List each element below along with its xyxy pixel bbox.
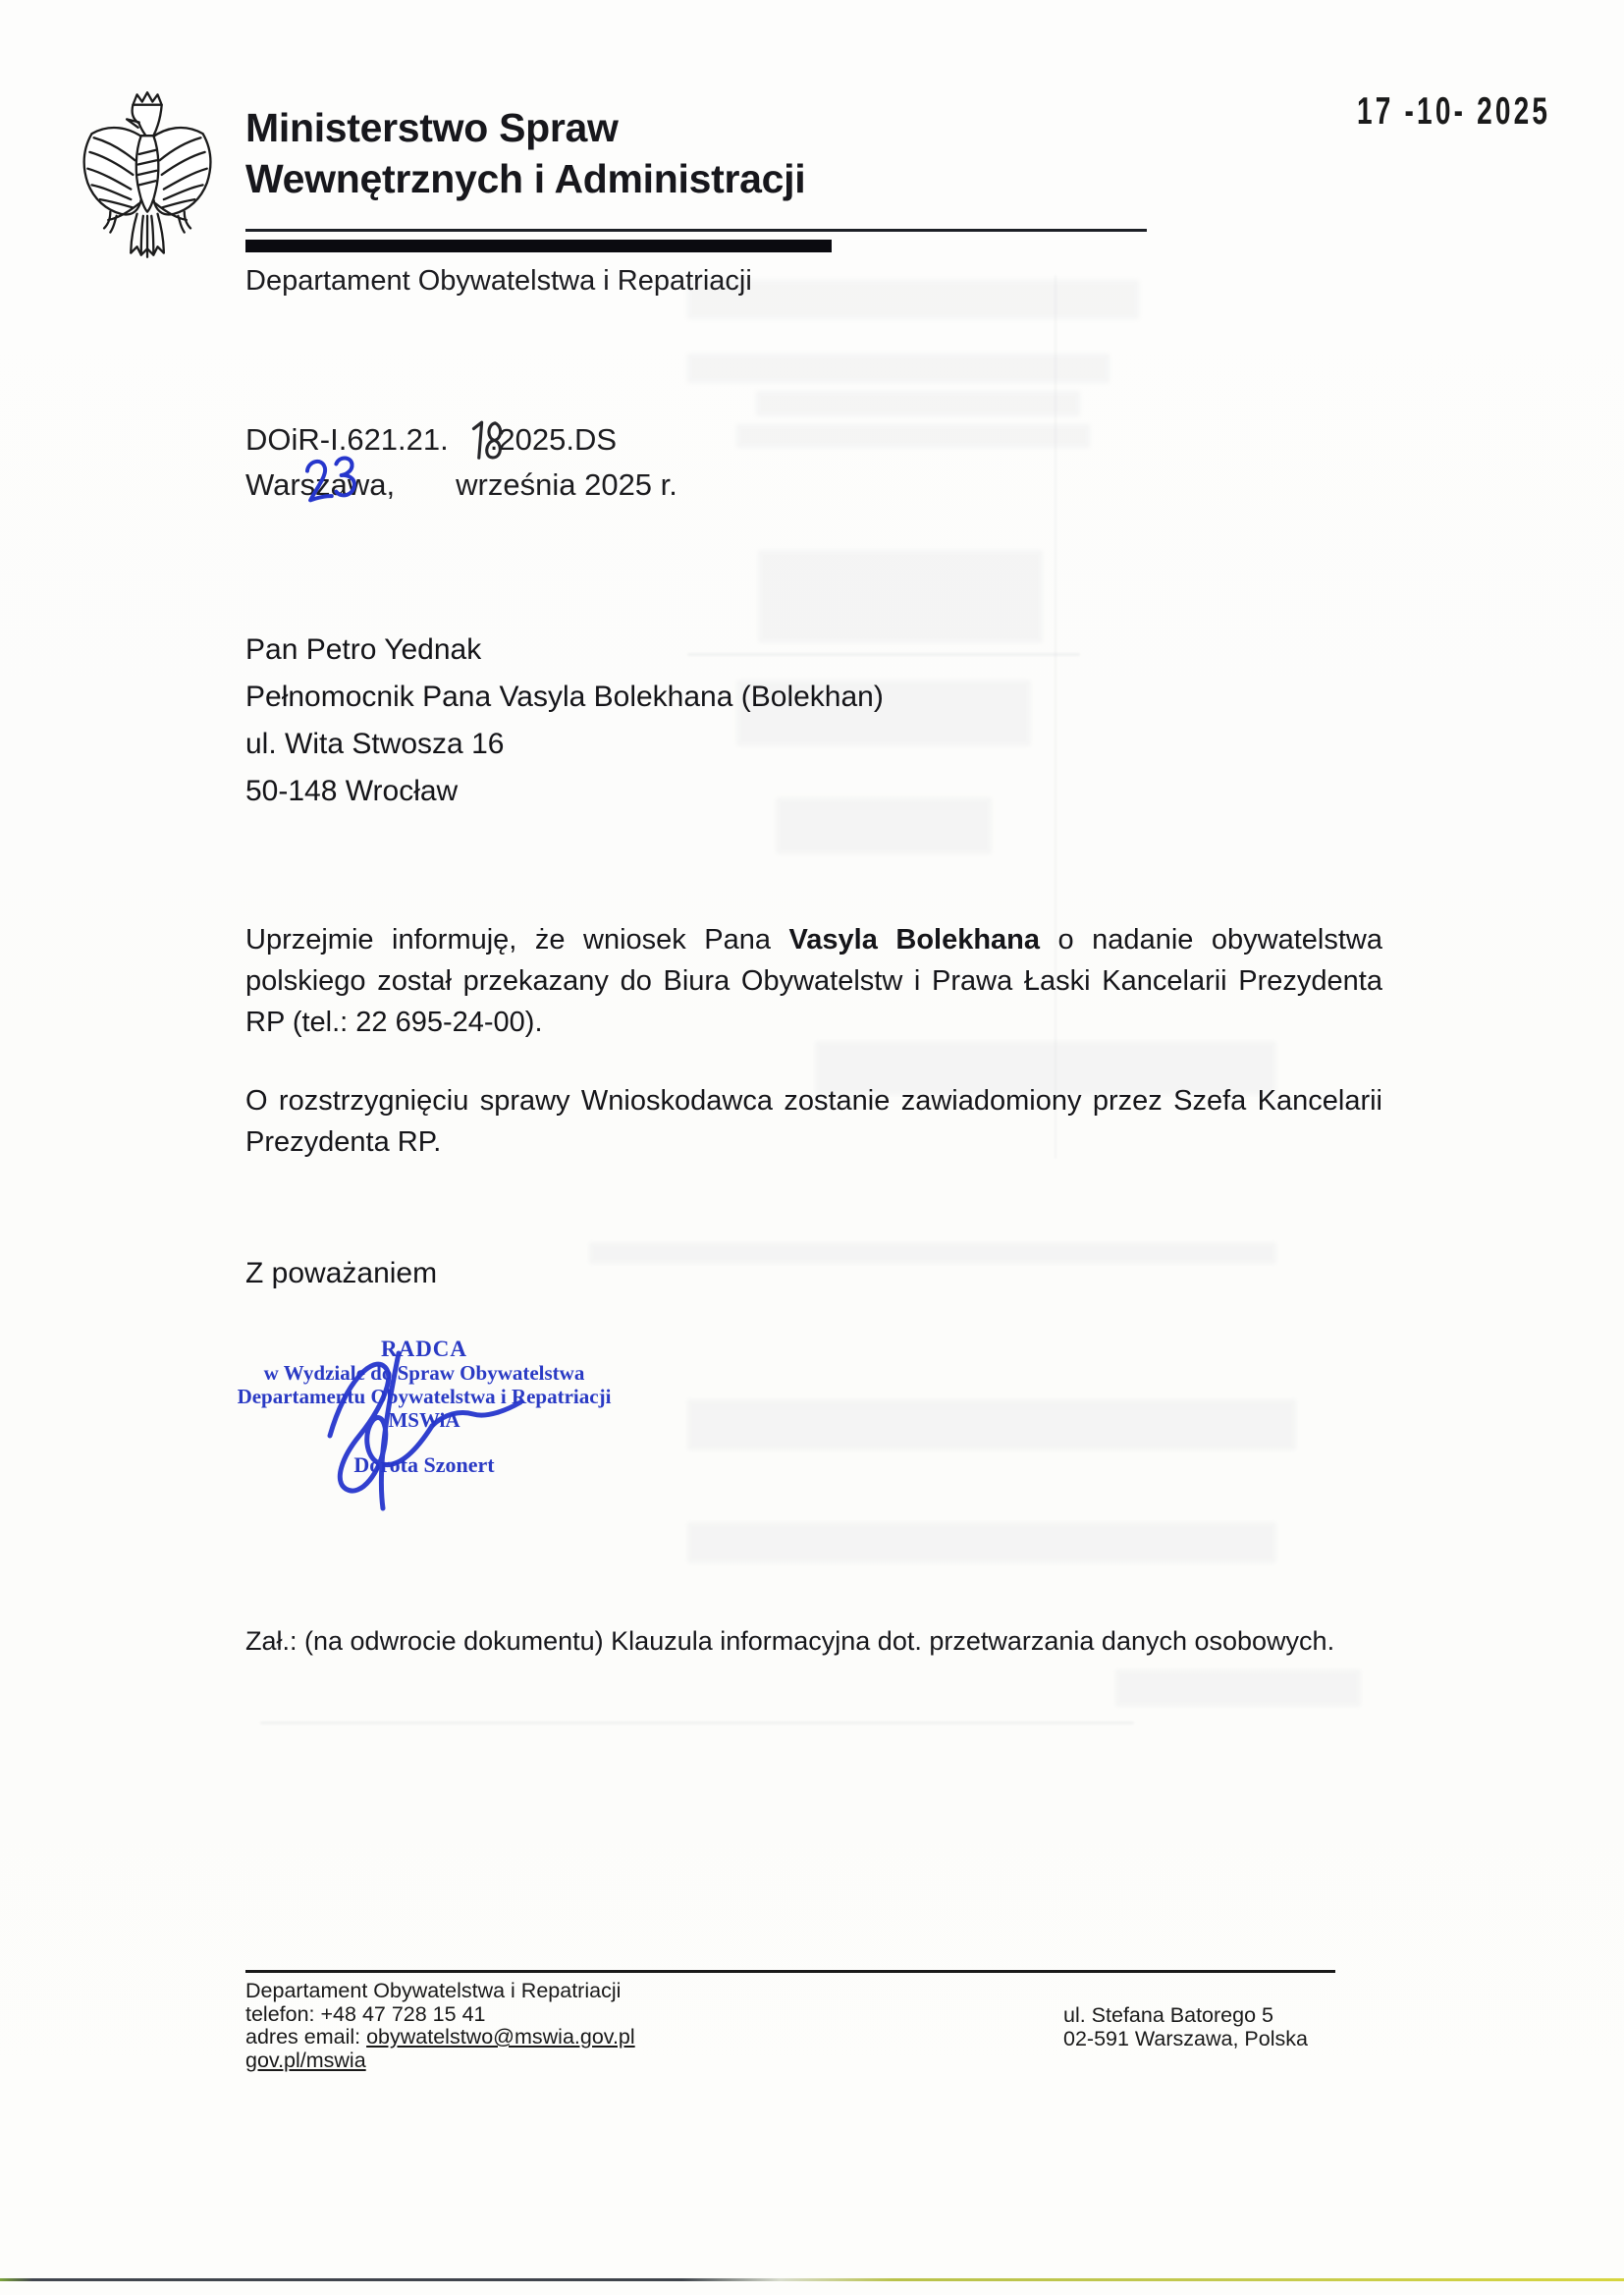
body-paragraph-1 xyxy=(245,919,1382,1043)
footer-website-link: gov.pl/mswia xyxy=(245,2048,366,2072)
applicant-name-bold: Vasyla Bolekhana xyxy=(788,924,1041,956)
stamp-department: Departamentu Obywatelstwa i Repatriacji MSWiA xyxy=(237,1385,612,1432)
paragraph-text: Uprzejmie informuję, że wniosek Pana xyxy=(245,924,789,956)
recipient-address-block xyxy=(245,627,884,815)
enclosure-note: Zał.: (na odwrocie dokumentu) Klauzula informacyjna dot. przetwarzania danych osobowych. xyxy=(245,1626,1335,1656)
footer-address-block xyxy=(1063,2003,1308,2050)
reference-suffix: .2025.DS xyxy=(489,422,618,457)
footer-rule xyxy=(245,1970,1335,1973)
recipient-street: ul. Wita Stwosza 16 xyxy=(245,728,505,760)
handwritten-day-number xyxy=(299,449,364,510)
footer-street: ul. Stefana Batorego 5 xyxy=(1063,2003,1273,2027)
ministry-name-line2: Wewnętrznych i Administracji xyxy=(245,156,806,201)
bleed-through-artifact xyxy=(687,1522,1276,1563)
footer-email-line xyxy=(245,2026,635,2049)
handwritten-reference-number xyxy=(464,415,511,466)
header-rule-thick xyxy=(245,240,832,252)
footer-phone: telefon: +48 47 728 15 41 xyxy=(245,2001,486,2026)
bleed-through-artifact xyxy=(736,424,1090,448)
footer-city: 02-591 Warszawa, Polska xyxy=(1063,2027,1308,2050)
footer-contact-block xyxy=(245,1980,635,2072)
scan-edge-artifact xyxy=(0,2278,1624,2281)
paragraph-text: o nadanie obywatelstwa polskiego został przekazany do Biura Obywatelstw i Prawa Łaski Kancelarii Prezydenta RP (tel.: 22 695-24-00). xyxy=(245,924,1382,1038)
bleed-through-artifact xyxy=(589,1242,1276,1264)
bleed-through-artifact xyxy=(756,391,1080,416)
footer-email-label: adres email: xyxy=(245,2025,367,2049)
recipient-city: 50-148 Wrocław xyxy=(245,775,459,807)
department-name: Departament Obywatelstwa i Repatriacji xyxy=(245,265,752,297)
body-paragraph-2: O rozstrzygnięciu sprawy Wnioskodawca zostanie zawiadomiony przez Szefa Kancelarii Prezydenta RP. xyxy=(245,1085,1382,1158)
footer-department: Departament Obywatelstwa i Repatriacji xyxy=(245,1979,622,2002)
recipient-name: Pan Petro Yednak xyxy=(245,633,482,666)
dateline-prefix: Warszawa, xyxy=(245,467,396,502)
bleed-through-artifact xyxy=(1115,1669,1361,1707)
closing-salutation: Z poważaniem xyxy=(245,1257,438,1289)
bleed-through-artifact xyxy=(687,280,1139,319)
dateline-suffix: września 2025 r. xyxy=(456,467,677,502)
ministry-name-line1: Ministerstwo Spraw xyxy=(245,105,619,150)
signer-name: Dorota Szonert xyxy=(353,1452,495,1477)
handwritten-signature xyxy=(306,1341,552,1518)
received-date-stamp: 17 -10- 2025 xyxy=(1357,90,1551,133)
footer-email-link: obywatelstwo@mswia.gov.pl xyxy=(366,2025,635,2049)
reference-prefix: DOiR-I.621.21. xyxy=(245,422,449,457)
stamp-title: RADCA xyxy=(380,1337,468,1361)
stamp-unit: w Wydziale do Spraw Obywatelstwa xyxy=(263,1361,585,1385)
bleed-through-artifact xyxy=(687,354,1110,383)
bleed-through-artifact xyxy=(260,1721,1134,1724)
header-rule-thin xyxy=(245,229,1147,232)
bleed-through-artifact xyxy=(687,1399,1296,1450)
recipient-role: Pełnomocnik Pana Vasyla Bolekhana (Bolekhan) xyxy=(245,681,884,713)
polish-eagle-emblem-icon xyxy=(79,88,214,263)
ministry-name xyxy=(245,102,805,204)
reference-number xyxy=(245,422,617,458)
